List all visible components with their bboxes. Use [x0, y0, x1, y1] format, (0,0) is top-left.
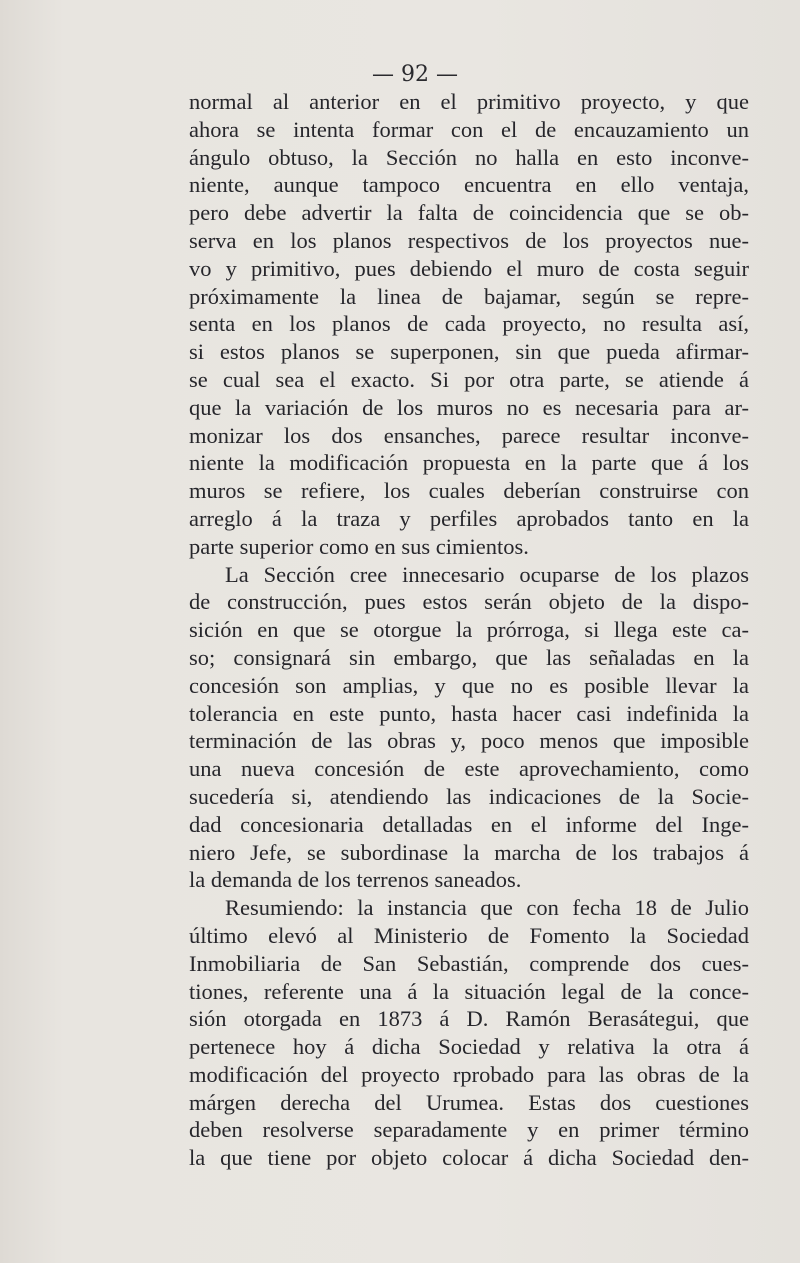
- text-line: tiones, referente una á la situación legal de la conce-: [189, 978, 749, 1004]
- text-line: senta en los planos de cada proyecto, no resulta así,: [189, 311, 749, 337]
- text-line: se cual sea el exacto. Si por otra parte, se atiende á: [189, 366, 749, 392]
- text-line: que la variación de los muros no es necesaria para ar-: [189, 394, 749, 420]
- text-line: sición en que se otorgue la prórroga, si llega este ca-: [189, 617, 749, 643]
- text-line: terminación de las obras y, poco menos que imposible: [189, 728, 749, 754]
- paragraph-start-line: La Sección cree innecesario ocuparse de los plazos: [225, 561, 749, 587]
- text-line: sión otorgada en 1873 á D. Ramón Berasátegui, que: [189, 1006, 749, 1032]
- text-line: la que tiene por objeto colocar á dicha Sociedad den-: [189, 1145, 749, 1171]
- text-line: dad concesionaria detalladas en el informe del Inge-: [189, 811, 749, 837]
- text-line: la demanda de los terrenos saneados.: [189, 867, 522, 893]
- text-line: márgen derecha del Urumea. Estas dos cuestiones: [189, 1089, 749, 1115]
- text-line: próximamente la linea de bajamar, según se repre-: [189, 283, 749, 309]
- text-line: muros se refiere, los cuales deberían construirse con: [189, 478, 749, 504]
- text-line: niente, aunque tampoco encuentra en ello ventaja,: [189, 172, 749, 198]
- text-line: arreglo á la traza y perfiles aprobados tanto en la: [189, 505, 749, 531]
- paragraph-start-line: Resumiendo: la instancia que con fecha 18 de Julio: [225, 895, 749, 921]
- text-line: serva en los planos respectivos de los proyectos nue-: [189, 227, 749, 253]
- text-line: de construcción, pues estos serán objeto de la dispo-: [189, 589, 749, 615]
- text-line: ahora se intenta formar con el de encauzamiento un: [189, 116, 749, 142]
- text-line: sucedería si, atendiendo las indicaciones de la Socie-: [189, 783, 749, 809]
- text-line: monizar los dos ensanches, parece resultar inconve-: [189, 422, 749, 448]
- text-line: Inmobiliaria de San Sebastián, comprende dos cues-: [189, 950, 749, 976]
- text-line: niero Jefe, se subordinase la marcha de los trabajos á: [189, 839, 749, 865]
- text-line: pertenece hoy á dicha Sociedad y relativa la otra á: [189, 1034, 749, 1060]
- text-line: tolerancia en este punto, hasta hacer casi indefinida la: [189, 700, 749, 726]
- text-line: so; consignará sin embargo, que las señaladas en la: [189, 644, 749, 670]
- text-line: deben resolverse separadamente y en primer término: [189, 1117, 749, 1143]
- page-number: — 92 —: [372, 62, 458, 87]
- text-line: concesión son amplias, y que no es posible llevar la: [189, 672, 749, 698]
- text-line: modificación del proyecto rprobado para las obras de la: [189, 1061, 749, 1087]
- text-line: normal al anterior en el primitivo proyecto, y que: [189, 89, 749, 114]
- text-line: niente la modificación propuesta en la parte que á los: [189, 450, 749, 476]
- text-line: pero debe advertir la falta de coincidencia que se ob-: [189, 200, 749, 226]
- text-line: una nueva concesión de este aprovechamiento, como: [189, 756, 749, 782]
- text-line: último elevó al Ministerio de Fomento la Sociedad: [189, 922, 749, 948]
- body-text: [189, 88, 749, 1172]
- text-line: ángulo obtuso, la Sección no halla en esto inconve-: [189, 144, 749, 170]
- text-line: parte superior como en sus cimientos.: [189, 533, 529, 559]
- text-line: vo y primitivo, pues debiendo el muro de costa seguir: [189, 255, 749, 281]
- text-line: si estos planos se superponen, sin que pueda afirmar-: [189, 339, 749, 365]
